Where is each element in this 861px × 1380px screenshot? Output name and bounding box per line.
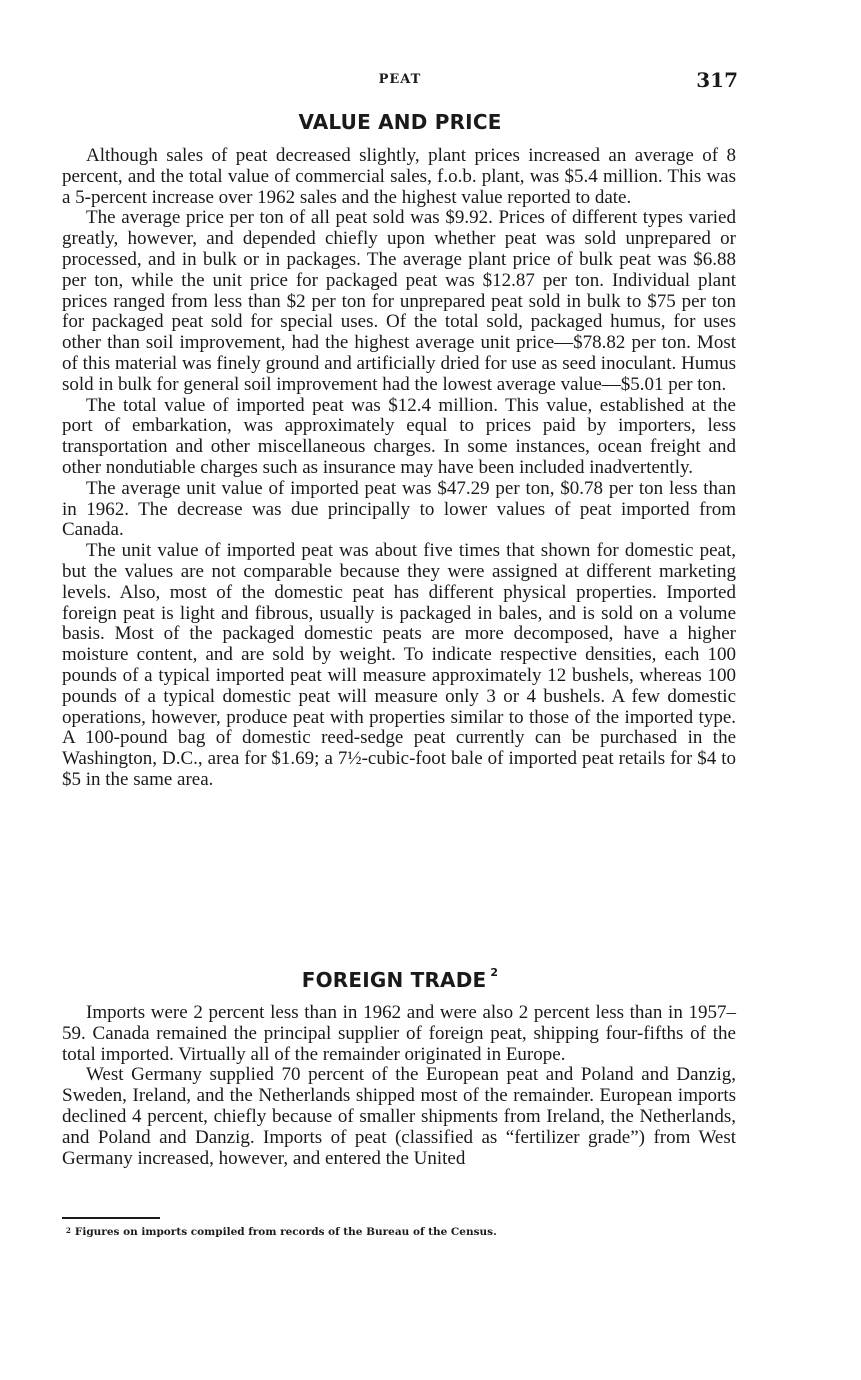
- section-heading-value-and-price: [62, 110, 738, 134]
- section-heading-text: FOREIGN TRADE: [301, 968, 487, 992]
- section-body-foreign-trade: [62, 1003, 736, 1169]
- paragraph: The average price per ton of all peat sold was $9.92. Prices of different types varied greatly, however, and depended chiefly upon whether peat was sold unprepared or processed, and in bulk or in packages. The average plant price of bulk peat was $6.88 per ton, while the unit price for packaged peat was $12.87 per ton. Individual plant prices ranged from less than $2 per ton for unprepared peat sold in bulk to $75 per ton for packaged peat sold for special uses. Of the total sold, packaged humus, for uses other than soil improvement, had the highest average unit price—$78.82 per ton. Most of this material was finely ground and artificially dried for use as seed inoculant. Humus sold in bulk for general soil improvement had the lowest average value—$5.01 per ton.: [62, 207, 736, 395]
- footnote-reference: 2: [490, 966, 499, 979]
- section-heading-foreign-trade: [62, 968, 738, 992]
- section-body-value-and-price: [62, 146, 736, 791]
- running-title: PEAT: [378, 72, 422, 87]
- paragraph: The average unit value of imported peat was $47.29 per ton, $0.78 per ton less than in 1962. The decrease was due principally to lower values of peat imported from Canada.: [62, 477, 736, 541]
- section-heading-text: VALUE AND PRICE: [298, 110, 502, 134]
- page-number: 317: [696, 68, 738, 92]
- paragraph: The total value of imported peat was $12.4 million. This value, established at the port of embarkation, was approximately equal to prices paid by importers, less transportation and other miscellaneous charges. In some instances, ocean freight and other nondutiable charges such as insurance may have been included inadvertently.: [62, 394, 736, 478]
- paragraph: The unit value of imported peat was about five times that shown for domestic peat, but the values are not comparable because they were assigned at different marketing levels. Also, most of the domestic peat has different physical properties. Imported foreign peat is light and fibrous, usually is packaged in bales, and is sold on a volume basis. Most of the packaged domestic peats are more decomposed, have a higher moisture content, and are sold by weight. To indicate respective densities, each 100 pounds of a typical imported peat will measure approximately 12 bushels, whereas 100 pounds of a typical domestic peat will measure only 3 or 4 bushels. A few domestic operations, however, produce peat with properties similar to those of the imported type. A 100-pound bag of domestic reed-sedge peat currently can be purchased in the Washington, D.C., area for $1.69; a 7½-cubic-foot bale of imported peat retails for $4 to $5 in the same area.: [62, 540, 736, 790]
- paragraph: Although sales of peat decreased slightly, plant prices increased an average of 8 percent, and the total value of commercial sales, f.o.b. plant, was $5.4 million. This was a 5-percent increase over 1962 sales and the highest value reported to date.: [62, 145, 736, 208]
- paragraph: West Germany supplied 70 percent of the European peat and Poland and Danzig, Sweden, Ireland, and the Netherlands shipped most of the remainder. European imports declined 4 percent, chiefly because of smaller shipments from Ireland, the Netherlands, and Poland and Danzig. Imports of peat (classified as “fertilizer grade”) from West Germany increased, however, and entered the United: [62, 1064, 736, 1169]
- running-head: [62, 70, 738, 94]
- footnote: [66, 1226, 497, 1238]
- footnote-rule: [62, 1217, 160, 1219]
- footnote-text: Figures on imports compiled from records of the Bureau of the Census.: [74, 1226, 497, 1238]
- paragraph: Imports were 2 percent less than in 1962 and were also 2 percent less than in 1957–59. Canada remained the principal supplier of foreign peat, shipping four-fifths of the total imported. Virtually all of the remainder originated in Europe.: [62, 1002, 736, 1065]
- footnote-marker: 2: [66, 1226, 71, 1235]
